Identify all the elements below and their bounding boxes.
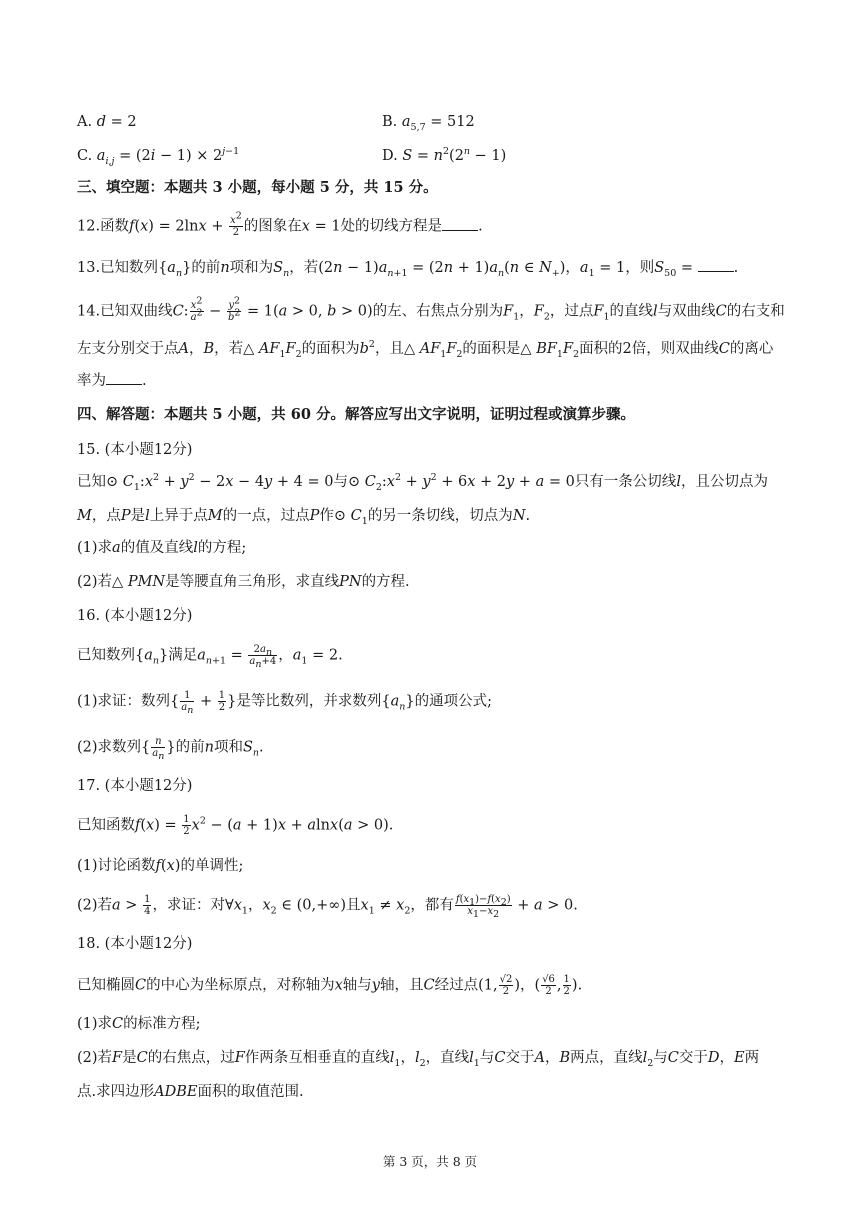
question-14-line-3: 率为 .: [77, 373, 147, 389]
option-b: B. $a_{5,7} = 512$: [382, 114, 475, 133]
page-footer: 第 3 页，共 8 页: [382, 1154, 478, 1169]
option-d: D. $S = n^2(2^n - 1)$: [382, 146, 507, 164]
answer-blank: [698, 259, 734, 272]
question-15-line-1: 已知⊙ $C_1:x^2 + y^2 - 2x - 4y + 4 = 0$与⊙ $C_2:x^2 + y^2 + 6x + 2y + a = 0$只有一条公切线l，且公切点为: [77, 472, 768, 493]
question-18-title: 18. (本小题12分): [77, 936, 193, 952]
option-c: C. $a_{i,j} = (2i - 1) \times 2^{j-1}$: [77, 146, 240, 167]
section-heading-solutions: 四、解答题：本题共 5 小题，共 60 分。解答应写出文字说明，证明过程或演算步骤。: [77, 406, 635, 423]
question-18-line-1: 已知椭圆C的中心为坐标原点，对称轴为x轴与y轴，且C经过点(1, $\frac{√2}{2}$ )，( $\frac{√6}{2}$ , $\frac{1}{2}$ ).: [77, 974, 583, 997]
question-18-part-2-cont: 点.求四边形ADBE面积的取值范围.: [77, 1084, 304, 1100]
question-16-line-1: 已知数列$\{a_n\}$满足$a_{n+1}$ = $\frac{2a_n}{a_n+4}$ ，$a_1 = 2$.: [77, 644, 343, 670]
question-17-title: 17. (本小题12分): [77, 778, 193, 794]
question-15-title: 15. (本小题12分): [77, 442, 193, 458]
option-a: A. d = 2: [77, 114, 137, 130]
question-16-part-2: (2)求数列{ $\frac{n}{a_n}$ }的前n项和$S_n$.: [77, 736, 264, 762]
answer-blank: [442, 218, 478, 231]
question-17-part-1: (1)讨论函数f(x)的单调性;: [77, 858, 244, 874]
question-14-line-1: 14.已知双曲线C: $\frac{x^2}{a^2}$ − $\frac{y^2}{b^2}$ = 1(a > 0, b > 0)的左、右焦点分别为$F_1$，$F_2$，过点$F_1$的直线l与双曲线C的右支和: [77, 295, 785, 323]
question-17-part-2: (2)若a > $\frac{1}{4}$ ，求证：对$\forall x_1$，$x_2$ ∈ (0,+∞)且$x_1 \ne x_2$，都有 $\frac{f(x_1)-f(x_2)}{x_1-x_2}$ + a > 0.: [77, 894, 578, 920]
question-18-part-2: (2)若F是C的右焦点，过F作两条互相垂直的直线$l_1$，$l_2$，直线$l_1$与C交于A，B两点，直线$l_2$与C交于D，E两: [77, 1050, 760, 1069]
question-18-part-1: (1)求C的标准方程;: [77, 1016, 201, 1032]
question-17-line-1: 已知函数f(x) = $\frac{1}{2}$ $x^2 - (a + 1)x + alnx(a > 0)$.: [77, 814, 394, 837]
question-16-part-1: (1)求证：数列{ $\frac{1}{a_n}$ + $\frac{1}{2}$ }是等比数列，并求数列$\{a_n\}$的通项公式;: [77, 690, 492, 716]
question-15-line-2: M，点P是l上异于点M的一点，过点P作⊙ $C_1$的另一条切线，切点为N.: [77, 508, 531, 527]
question-12: 12.函数f(x) = 2lnx + $\frac{x^2}{2}$ 的图象在x = 1处的切线方程是 .: [77, 210, 483, 238]
question-16-title: 16. (本小题12分): [77, 608, 193, 624]
question-14-line-2: 左支分别交于点A，B，若△ $AF_1F_2$的面积为$b^2$，且△ $AF_1F_2$的面积是△ $BF_1F_2$面积的2倍，则双曲线C的离心: [77, 339, 774, 360]
question-13: 13.已知数列$\{a_n\}$的前n项和为$S_n$，若$(2n - 1)a_{n+1} = (2n + 1)a_n(n$ ∈ $N_+$)，$a_1 = 1$，则$S_{50}$ = .: [77, 260, 739, 279]
question-15-part-1: (1)求a的值及直线l的方程;: [77, 540, 247, 556]
answer-blank: [106, 372, 142, 385]
question-15-part-2: (2)若△ PMN是等腰直角三角形，求直线PN的方程.: [77, 574, 410, 590]
section-heading-fill-in: 三、填空题：本题共 3 小题，每小题 5 分，共 15 分。: [77, 179, 438, 196]
